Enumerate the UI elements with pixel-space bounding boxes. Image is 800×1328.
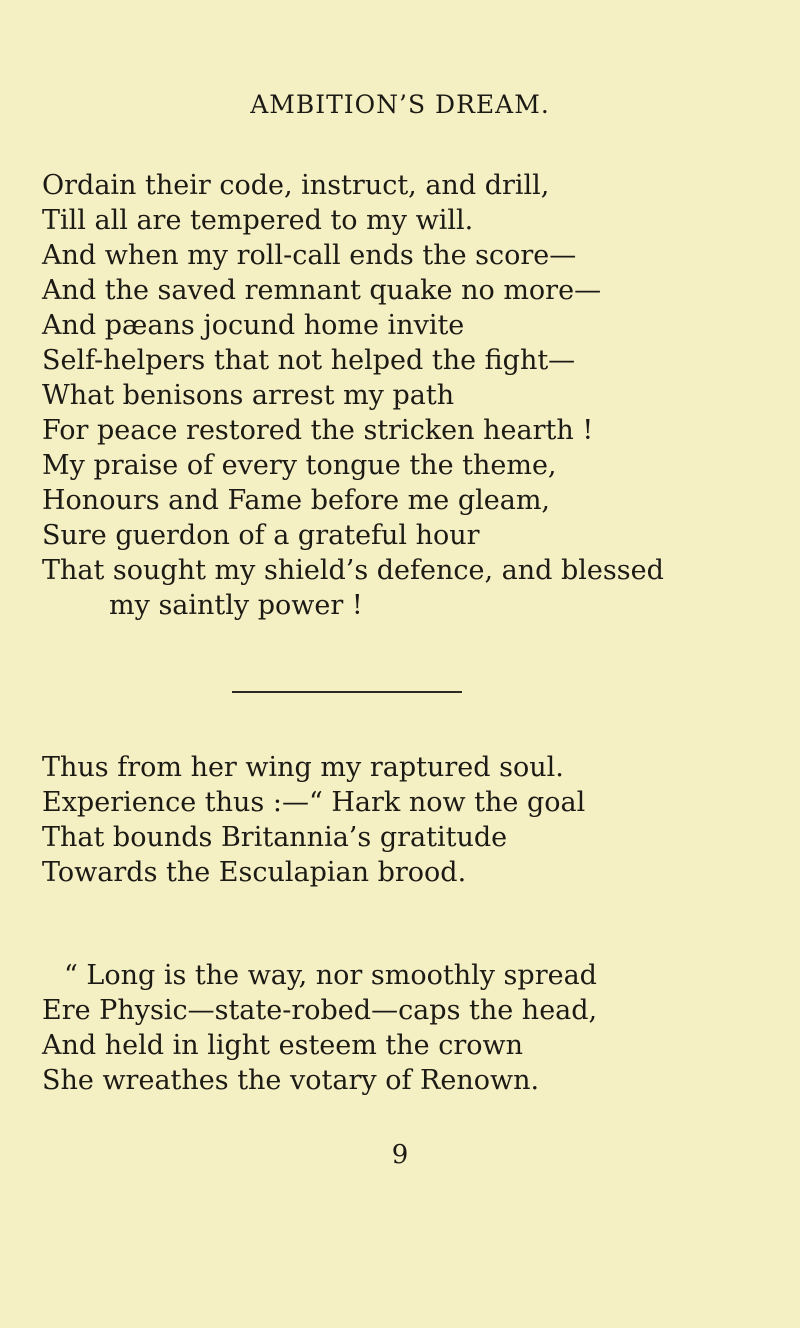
verse-line: Sure guerdon of a grateful hour	[42, 520, 480, 551]
verse-line: That bounds Britannia’s gratitude	[42, 822, 508, 853]
running-head: AMBITION’S DREAM.	[250, 90, 550, 119]
verse-line: “ Long is the way, nor smoothly spread	[64, 960, 597, 991]
page-number: 9	[391, 1140, 409, 1170]
verse-line: My praise of every tongue the theme,	[42, 450, 557, 481]
verse-line: Ere Physic—state-robed—caps the head,	[42, 995, 598, 1026]
verse-line: And when my roll-call ends the score—	[42, 240, 577, 271]
stanza-1	[42, 168, 664, 623]
verse-line: And the saved remnant quake no more—	[42, 275, 602, 306]
section-divider	[232, 691, 462, 693]
verse-line: Ordain their code, instruct, and drill,	[42, 170, 550, 201]
verse-line: For peace restored the stricken hearth !	[42, 415, 594, 446]
verse-line: Experience thus :—“ Hark now the goal	[42, 787, 586, 818]
verse-line: That sought my shield’s defence, and blessed	[42, 555, 664, 586]
verse-line-turnover: my saintly power !	[109, 590, 363, 621]
verse-line: Thus from her wing my raptured soul.	[42, 752, 564, 783]
verse-line: Towards the Esculapian brood.	[42, 857, 467, 888]
verse-line: Honours and Fame before me gleam,	[42, 485, 551, 516]
verse-line: She wreathes the votary of Renown.	[42, 1065, 540, 1096]
verse-line: And held in light esteem the crown	[42, 1030, 524, 1061]
stanza-2	[42, 750, 585, 890]
verse-line: Till all are tempered to my will.	[42, 205, 474, 236]
stanza-3	[42, 958, 597, 1098]
verse-line: And pæans jocund home invite	[42, 310, 465, 341]
verse-line: What benisons arrest my path	[42, 380, 455, 411]
verse-line: Self-helpers that not helped the fight—	[42, 345, 576, 376]
